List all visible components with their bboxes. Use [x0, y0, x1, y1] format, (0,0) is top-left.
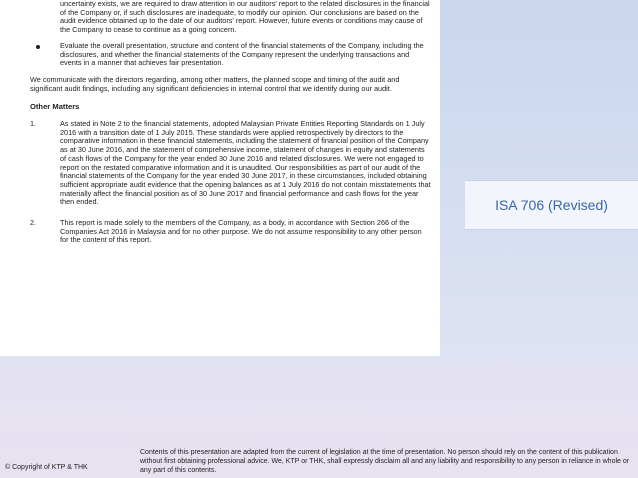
- other-matters-heading: Other Matters: [30, 102, 80, 112]
- isa-label: ISA 706 (Revised): [495, 197, 608, 213]
- bullet-icon: [36, 45, 40, 49]
- item-text: This report is made solely to the members of the Company, as a body, in accordance with Section 266 of the Companies Act 2016 in Malaysia and for no other purpose. We do not assume responsibility to any other person for the content of this report.: [60, 218, 422, 245]
- copyright-text: © Copyright of KTP & THK: [5, 464, 88, 471]
- continuation-block: [30, 0, 432, 35]
- other-matter-item-1: [30, 120, 432, 207]
- item-text: As stated in Note 2 to the financial statements, adopted Malaysian Private Entities Reporting Standards on 1 July 2016 with a transition date of 1 July 2015. These standards were applied retrospectively by directors to the comparative information in these financial statements, including the statement of financial position of the Company as at 30 June 2016, and the statement of comprehensive income, statement of changes in equity and statements of cash flows of the Company for the year ended 30 June 2016 and related disclosures. We were not engaged to report on the restated comparative information and it is unaudited. Our responsibilities as part of our audit of the financial statements of the Company for the year ended 30 June 2017, in these circumstances, included obtaining sufficient appropriate audit evidence that the opening balances as at 1 July 2016 do not contain misstatements that materially affect the financial position as of 30 June 2017 and financial performance and cash flows for the year then ended.: [60, 119, 431, 207]
- bullet-item: [30, 42, 432, 68]
- item-number: 1.: [30, 119, 37, 129]
- communication-paragraph: We communicate with the directors regarding, among other matters, the planned scope and timing of the audit and significant audit findings, including any significant deficiencies in internal control that we identify during our audit.: [30, 74, 400, 93]
- continuation-text: uncertainty exists, we are required to draw attention in our auditors' report to the related disclosures in the financial of the Company or, if such disclosures are inadequate, to modify our opinion. Our conclusions are based on the audit evidence obtained up to the date of our auditors' report. However, future events or conditions may cause of the Company to cease to continue as a going concern.: [60, 0, 430, 35]
- isa-label-box: [465, 180, 638, 230]
- bullet-text: Evaluate the overall presentation, structure and content of the financial statements of the Company, including the disclosures, and whether the financial statements of the Company represent the underlying transactions and events in a manner that achieves fair presentation.: [60, 40, 424, 68]
- item-number: 2.: [30, 218, 37, 228]
- other-matter-item-2: [30, 219, 432, 245]
- disclaimer-text: Contents of this presentation are adapted from the current of legislation at the time of presentation. No person should rely on the content of this publication without first obtaining professional advice. We, KTP or THK, shall expressly disclaim all and any liability and responsibility to any person in reliance in whole or any part of this contents.: [140, 449, 630, 475]
